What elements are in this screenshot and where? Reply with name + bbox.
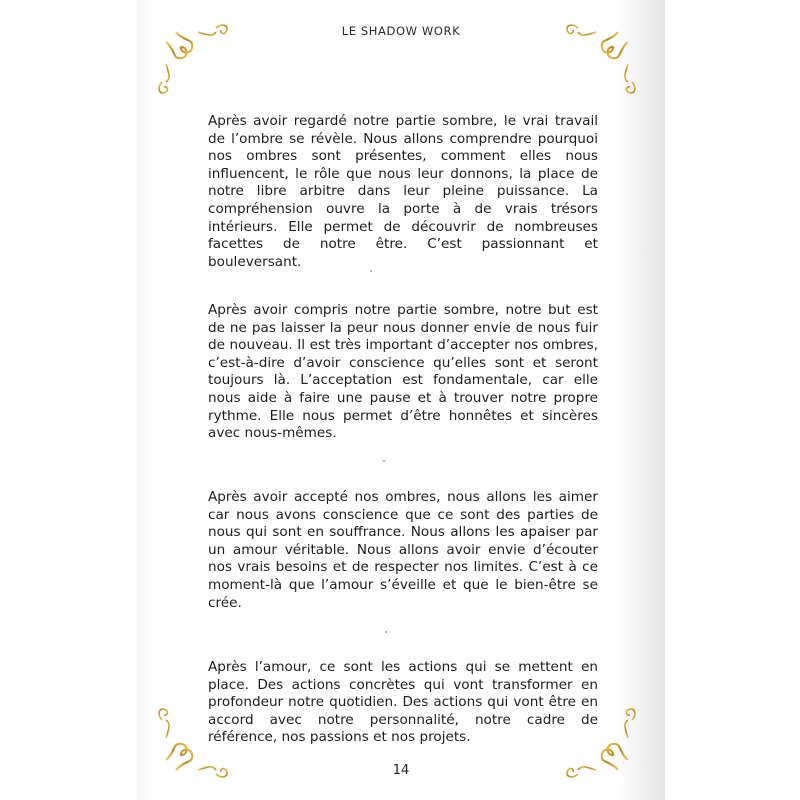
paragraph-amour: Après avoir accepté nos ombres, nous allons les aimer car nous avons conscience que ce sont des parties de nous qui sont en souffrance. Nous allons les apaiser par un amour véritable. Nous allons avoir envie d’écouter nos vrais besoins et de respecter nos limites. C’est à ce moment-là que l’amour s’éveille et que le bien-être se crée. <box>208 489 598 611</box>
paragraph-comprehension: Après avoir regardé notre partie sombre, le vrai travail de l’ombre se révèle. Nous allons comprendre pourquoi nos ombres sont présentes, comment elles nous influencent, le rôle que nous leur donnons, la place de notre libre arbitre dans leur pleine puissance. La compréhension ouvre la porte à de vrais trésors intérieurs. Elle permet de découvrir de nombreuses facettes de notre être. C’est passionnant et bouleversant. <box>208 113 598 270</box>
gold-flourish-corner-icon <box>154 20 236 102</box>
separator-dot <box>383 460 385 462</box>
page-number: 14 <box>392 763 410 778</box>
paragraph-actions: Après l’amour, ce sont les actions qui se mettent en place. Des actions concrètes qui vont transformer en profondeur notre quotidien. Des actions qui vont être en accord avec notre personnalité, notre cadre de référence, nos passions et nos projets. <box>208 659 598 746</box>
book-page <box>137 0 665 800</box>
separator-dot <box>385 631 387 633</box>
gold-flourish-corner-icon <box>558 20 640 102</box>
paragraph-acceptation: Après avoir compris notre partie sombre, notre but est de ne pas laisser la peur nous donner envie de nous fuir de nouveau. Il est très important d’accepter nos ombres, c’est-à-dire d’avoir conscience qu’elles sont et seront toujours là. L’acceptation est fondamentale, car elle nous aide à faire une pause et à trouver notre propre rythme. Elle nous permet d’être honnêtes et sincères avec nous-mêmes. <box>208 302 598 442</box>
separator-dot <box>370 270 372 272</box>
running-header: LE SHADOW WORK <box>341 24 461 38</box>
